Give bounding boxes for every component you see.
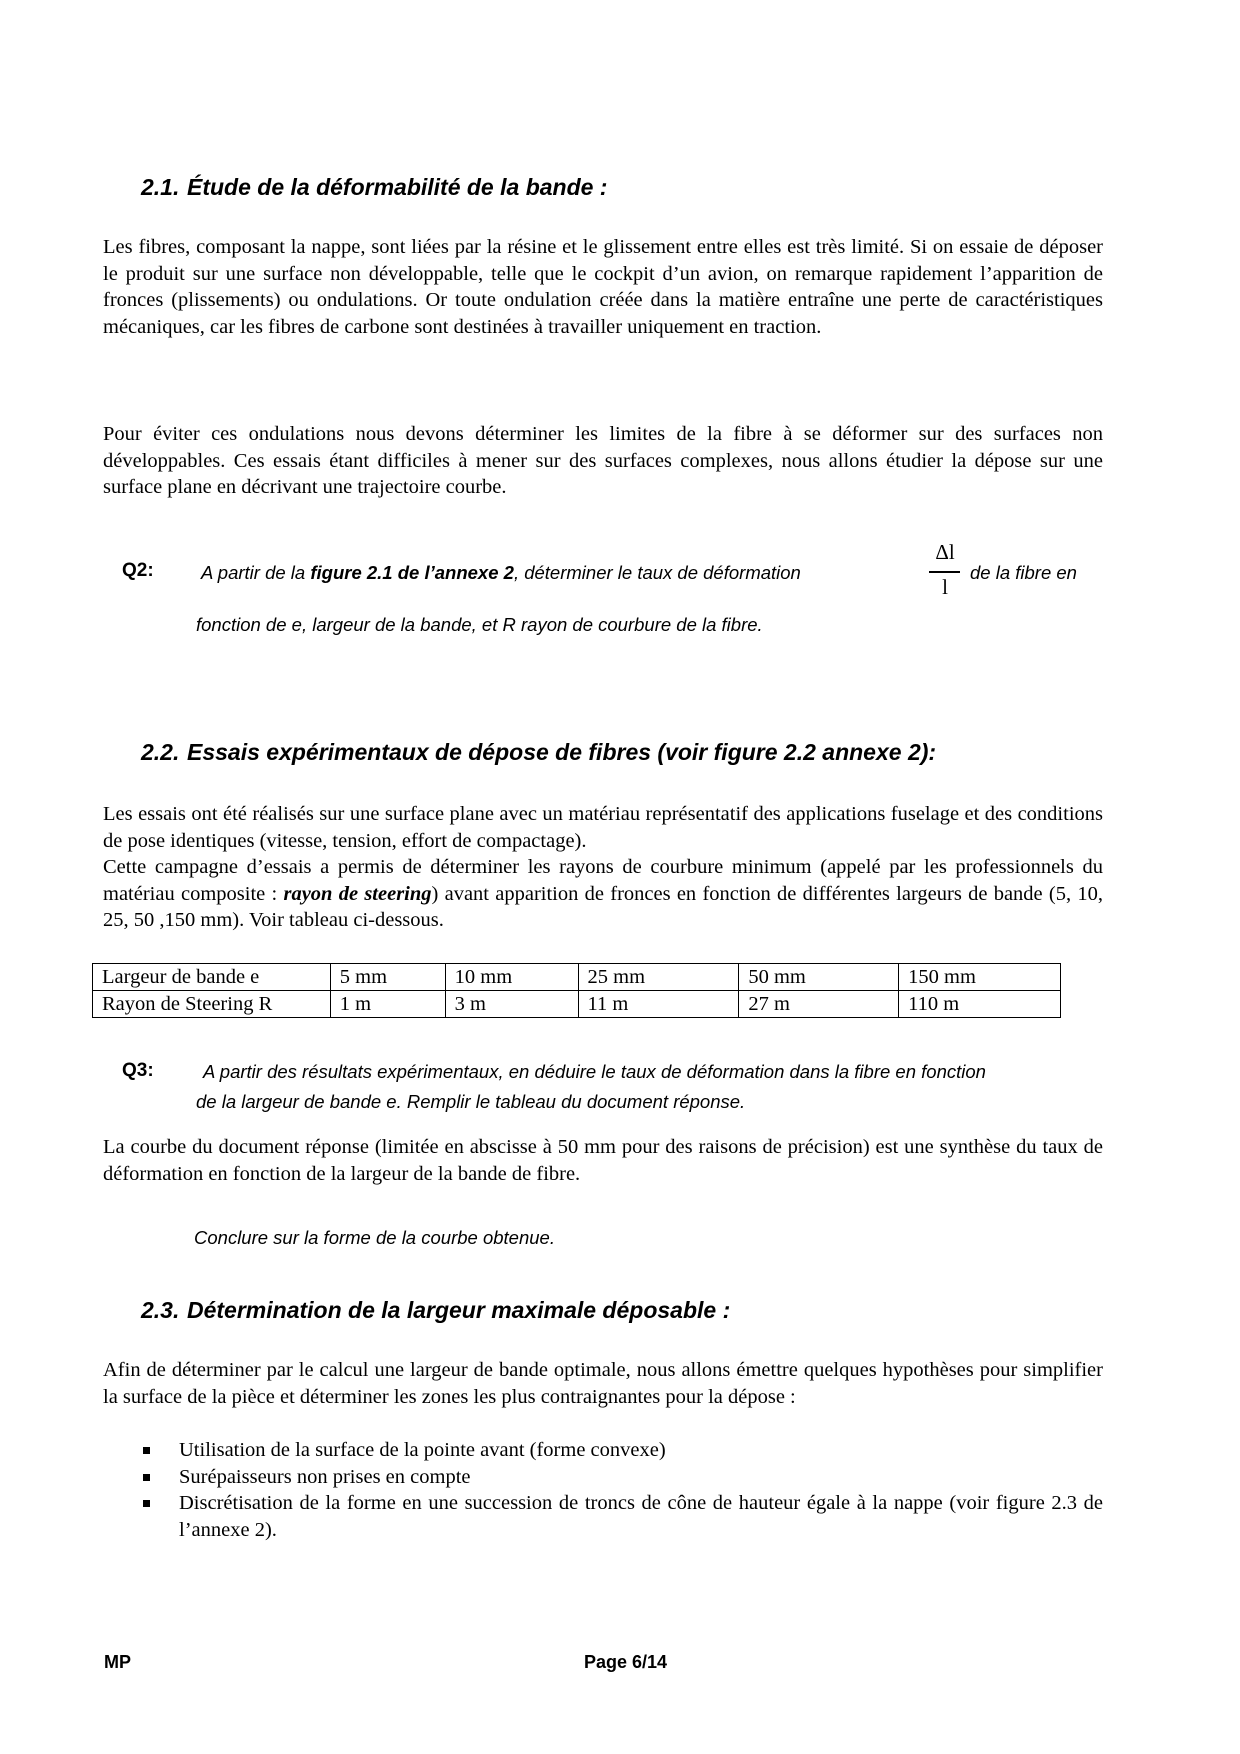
section-title: Essais expérimentaux de dépose de fibres (voir figure 2.2 annexe 2): (187, 739, 937, 765)
table-cell: 150 mm (899, 964, 1061, 991)
section-title: Détermination de la largeur maximale déposable : (187, 1297, 731, 1323)
fraction-numerator: Δl (935, 540, 955, 564)
paragraph-campagne (103, 854, 1103, 934)
bullet-square-icon (143, 1474, 150, 1481)
question-label-q2: Q2: (122, 560, 154, 581)
table-cell: 11 m (578, 991, 739, 1018)
bullet-square-icon (143, 1500, 150, 1507)
fraction-denominator: l (942, 575, 948, 599)
campagne-text-a: Cette campagne d’essais a permis de déterminer les rayons de courbure minimum (appelé par les professionnels du matériau composite : (103, 856, 1103, 905)
paragraph-fibres: Les fibres, composant la nappe, sont liées par la résine et le glissement entre elles est très limité. Si on essaie de déposer le produit sur une surface non développable, telle que le cockpit d’un avion, on remarque rapidement l’apparition de fronces (plissements) ou ondulations. Or toute ondulation créée dans la matière entraîne une perte de caractéristiques mécaniques, car les fibres de carbone sont destinées à travailler uniquement en traction. (103, 236, 1103, 338)
campagne-text-b: ) avant apparition de fronces en fonction de différentes largeurs de bande (5, 10, 25, 50 ,150 mm). Voir tableau ci-dessous. (103, 882, 1103, 931)
table-cell: 50 mm (739, 964, 899, 991)
table-row (93, 991, 1061, 1018)
footer-left: MP (104, 1652, 131, 1672)
table-cell: 5 mm (330, 964, 445, 991)
table-cell: 110 m (899, 991, 1061, 1018)
q2-text-b: , déterminer le taux de déformation (513, 562, 801, 583)
section-number: 2.2. (141, 739, 180, 765)
paragraph-essais: Les essais ont été réalisés sur une surface plane avec un matériau représentatif des applications fuselage et des conditions de pose identiques (vitesse, tension, effort de compactage). (103, 803, 1103, 852)
list-item: Discrétisation de la forme en une succession de troncs de cône de hauteur égale à la nappe (voir figure 2.3 de l’annexe 2). (140, 1490, 1103, 1543)
footer-page-number: Page 6/14 (584, 1652, 668, 1672)
hypotheses-list (140, 1437, 1103, 1543)
conclude-instruction: Conclure sur la forme de la courbe obtenue. (194, 1227, 555, 1248)
list-item: Surépaisseurs non prises en compte (140, 1464, 1103, 1491)
question-label-q3: Q3: (122, 1060, 154, 1081)
table-cell: Largeur de bande e (93, 964, 331, 991)
paragraph-courbe: La courbe du document réponse (limitée en abscisse à 50 mm pour des raisons de précision) est une synthèse du taux de déformation en fonction de la largeur de la bande de fibre. (103, 1136, 1103, 1185)
table-cell: 27 m (739, 991, 899, 1018)
table-cell: Rayon de Steering R (93, 991, 331, 1018)
section-heading-2-3 (141, 1297, 730, 1324)
steering-table (92, 963, 1061, 1018)
section-number: 2.1. (141, 174, 180, 200)
section-number: 2.3. (141, 1297, 180, 1323)
list-item: Utilisation de la surface de la pointe avant (forme convexe) (140, 1437, 1103, 1464)
table-cell: 10 mm (445, 964, 578, 991)
paragraph-hypotheses: Afin de déterminer par le calcul une largeur de bande optimale, nous allons émettre quelques hypothèses pour simplifier la surface de la pièce et déterminer les zones les plus contraignantes pour la dépose : (103, 1359, 1103, 1408)
question-q2-line2: fonction de e, largeur de la bande, et R rayon de courbure de la fibre. (196, 614, 763, 635)
question-q3-line2: de la largeur de bande e. Remplir le tableau du document réponse. (196, 1091, 746, 1112)
table-cell: 25 mm (578, 964, 739, 991)
q2-figure-ref: figure 2.1 de l’annexe 2 (310, 562, 514, 583)
rayon-de-steering-term: rayon de steering (283, 882, 432, 905)
table-cell: 1 m (330, 991, 445, 1018)
table-cell: 3 m (445, 991, 578, 1018)
fraction-bar (929, 571, 960, 573)
section-title: Étude de la déformabilité de la bande : (187, 174, 608, 200)
question-q3-line1: A partir des résultats expérimentaux, en déduire le taux de déformation dans la fibre en fonction (203, 1061, 986, 1082)
question-q2-line1 (201, 562, 801, 584)
table-row (93, 964, 1061, 991)
q2-text-c: de la fibre en (970, 562, 1077, 583)
bullet-square-icon (143, 1447, 150, 1454)
q2-text-a: A partir de la (201, 562, 311, 583)
paragraph-ondulations: Pour éviter ces ondulations nous devons déterminer les limites de la fibre à se déformer sur des surfaces non développables. Ces essais étant difficiles à mener sur des surfaces complexes, nous allons étudier la dépose sur une surface plane en décrivant une trajectoire courbe. (103, 423, 1103, 498)
section-heading-2-2 (141, 739, 936, 766)
section-heading-2-1 (141, 174, 607, 201)
